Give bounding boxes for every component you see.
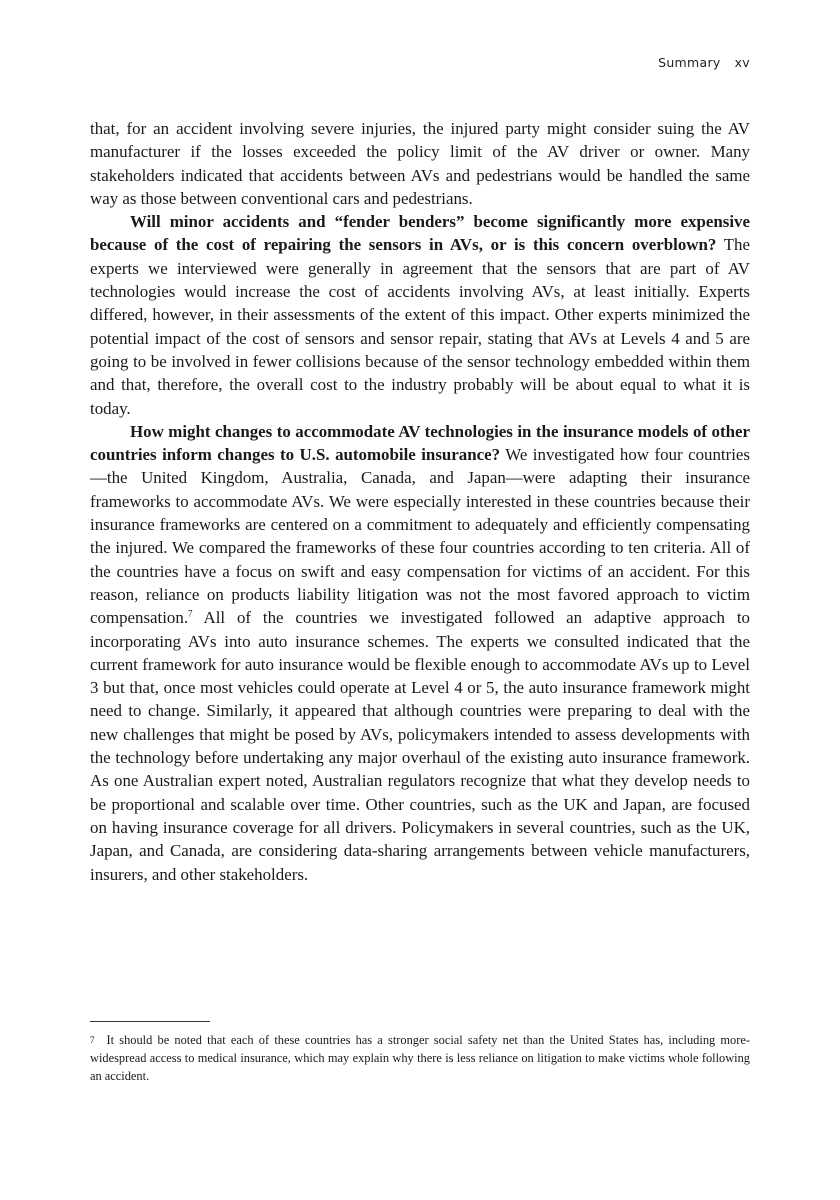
body-text bbox=[90, 117, 750, 886]
paragraph-3-text-a: We investigated how four countries—the United Kingdom, Australia, Canada, and Japan—were adapting their insurance frameworks to accommodate AVs. We were especially interested in these countries because their insurance frameworks are centered on a commitment to adequately and efficiently compensating the injured. We compared the frameworks of these four countries according to ten criteria. All of the countries have a focus on swift and easy compensation for victims of an accident. For this reason, reliance on products liability litigation was not the most favored approach to victim compensation. bbox=[90, 445, 750, 628]
footnote-number: 7 bbox=[90, 1035, 95, 1045]
footnote-divider bbox=[90, 1021, 210, 1022]
page-number: xv bbox=[734, 55, 750, 70]
paragraph-2-text: The experts we interviewed were generally in agreement that the sensors that are part of AV technologies would increase the cost of accidents involving AVs, at least initially. Experts differed, however, in their assessments of the extent of this impact. Other experts minimized the potential impact of the cost of sensors and sensor repair, stating that AVs at Levels 4 and 5 are going to be involved in fewer collisions because of the sensor technology embedded within them and that, therefore, the overall cost to the industry probably will be about equal to what it is today. bbox=[90, 235, 750, 418]
paragraph-2 bbox=[90, 210, 750, 420]
footnote-text: It should be noted that each of these countries has a stronger social safety net than the United States has, including more-widespread access to medical insurance, which may explain why there is less reliance on litigation to make victims whole following an accident. bbox=[90, 1033, 750, 1083]
paragraph-3 bbox=[90, 420, 750, 886]
paragraph-1: that, for an accident involving severe injuries, the injured party might consider suing the AV manufacturer if the losses exceeded the policy limit of the AV driver or owner. Many stakeholders indicated that accidents between AVs and pedestrians would be handled the same way as those between conventional cars and pedestrians. bbox=[90, 119, 750, 208]
paragraph-3-text-b: All of the countries we investigated followed an adaptive approach to incorporating AVs into auto insurance schemes. The experts we consulted indicated that the current framework for auto insurance would be flexible enough to accommodate AVs up to Level 3 but that, once most vehicles could operate at Level 4 or 5, the auto insurance framework might need to change. Similarly, it appeared that although countries were preparing to deal with the new challenges that might be posed by AVs, policymakers intended to assess developments with the technology before undertaking any major overhaul of the existing auto insurance framework. As one Australian expert noted, Australian regulators recognize that what they develop needs to be proportional and scalable over time. Other countries, such as the UK and Japan, are focused on having insurance coverage for all drivers. Policymakers in several countries, such as the UK, Japan, and Canada, are considering data-sharing arrangements between vehicle manufacturers, insurers, and other stakeholders. bbox=[90, 608, 750, 884]
running-head-section: Summary bbox=[658, 55, 721, 70]
footnote-reference: 7 bbox=[188, 608, 193, 619]
paragraph-2-question: Will minor accidents and “fender benders” become significantly more expensive because of the cost of repairing the sensors in AVs, or is this concern overblown? bbox=[90, 212, 750, 255]
footnote bbox=[90, 1031, 750, 1085]
running-head bbox=[658, 55, 750, 70]
paragraph-3-question: How might changes to accommodate AV technologies in the insurance models of other countries inform changes to U.S. automobile insurance? bbox=[90, 421, 750, 465]
